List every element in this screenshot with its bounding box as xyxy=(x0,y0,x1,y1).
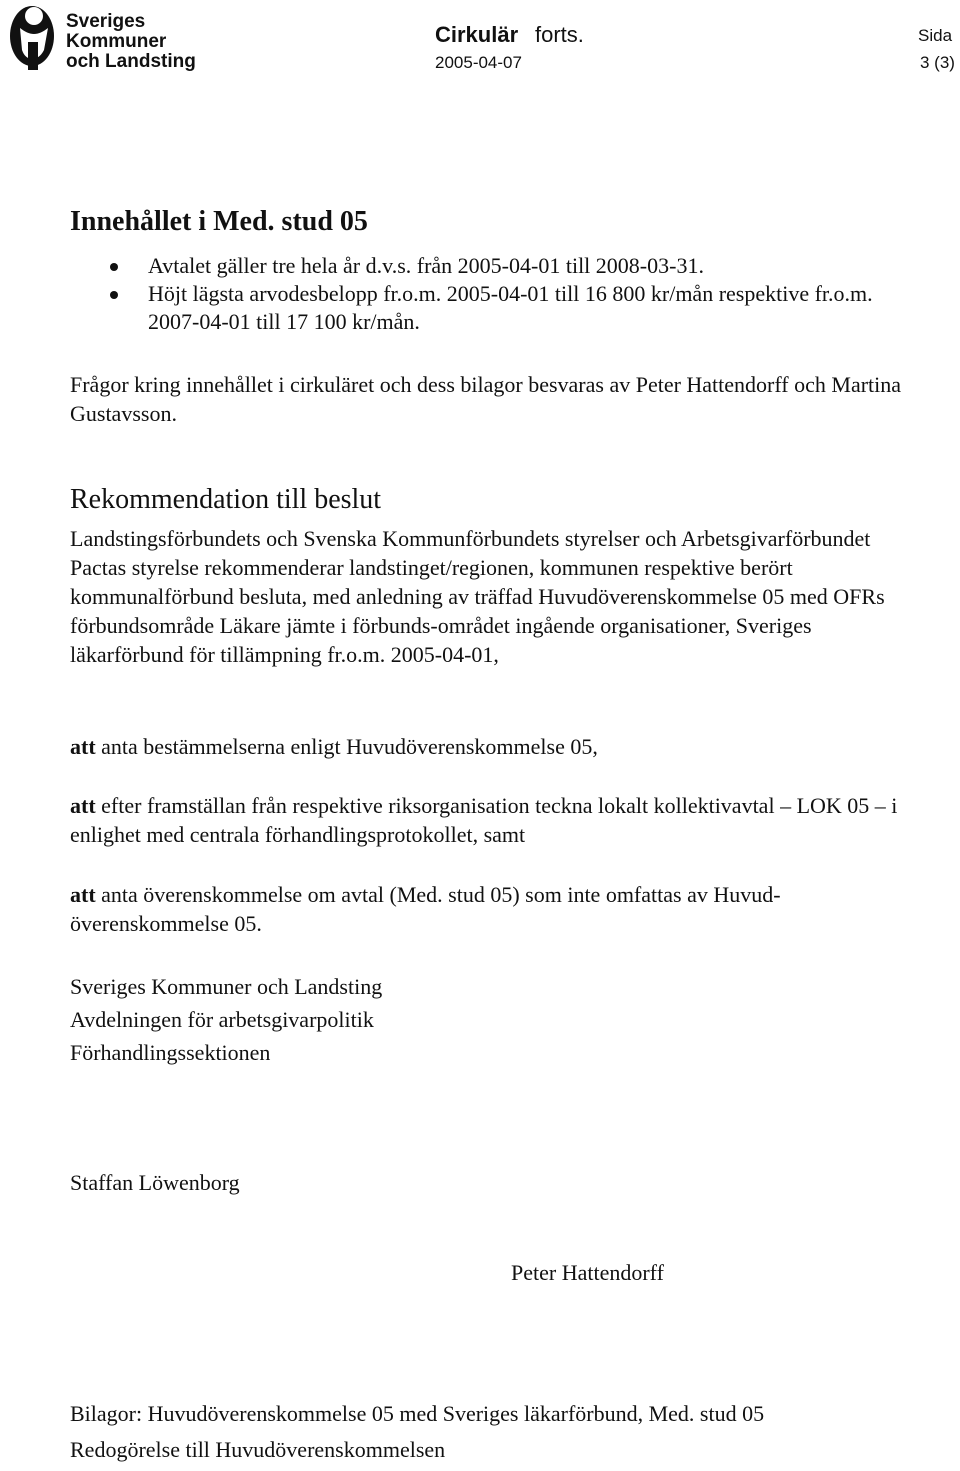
sender-org: Sveriges Kommuner och Landsting xyxy=(70,974,383,999)
recommendation-paragraph: Landstingsförbundets och Svenska Kommunförbundets styrelser och Arbetsgivarförbundet Pactas styrelse rekommenderar landstinget/regionen, kommunen respektive berört kommunalförbund besluta, med anledning av träffad Huvudöverenskommelse 05 med OFRs förbundsområde Läkare jämte i förbunds-området ingående organisationer, Sveriges läkarförbund för tillämpning fr.o.m. 2005-04-01, xyxy=(70,526,885,667)
decision-text: anta bestämmelserna enligt Huvudöverenskommelse 05, xyxy=(101,734,598,759)
document-date: 2005-04-07 xyxy=(435,53,522,72)
bullet-text: Avtalet gäller tre hela år d.v.s. från 2005-04-01 till 2008-03-31. xyxy=(148,253,704,278)
decision-item-2 xyxy=(70,791,930,849)
attachments xyxy=(70,1396,950,1468)
bullet-icon xyxy=(110,263,118,271)
attachment-line-1: Bilagor: Huvudöverenskommelse 05 med Sveriges läkarförbund, Med. stud 05 xyxy=(70,1401,765,1426)
att-label: att xyxy=(70,793,96,818)
attachment-line-2: Redogörelse till Huvudöverenskommelsen xyxy=(70,1437,446,1462)
logo-line-3: och Landsting xyxy=(66,51,196,72)
signer-1: Staffan Löwenborg xyxy=(70,1170,240,1195)
bullet-text: Höjt lägsta arvodesbelopp fr.o.m. 2005-04-01 till 16 800 kr/mån respektive fr.o.m. 2007-04-01 till 17 100 kr/mån. xyxy=(148,281,873,334)
continued-label: forts. xyxy=(535,22,584,47)
sender-department: Avdelningen för arbetsgivarpolitik xyxy=(70,1007,374,1032)
sender-block xyxy=(70,970,770,1069)
signer-2: Peter Hattendorff xyxy=(511,1260,664,1285)
decision-item-3 xyxy=(70,880,930,938)
content-bullet-list xyxy=(108,252,888,336)
list-item xyxy=(108,252,888,280)
list-item xyxy=(108,280,888,336)
logo-line-2: Kommuner xyxy=(66,31,167,52)
decision-text: anta överenskommelse om avtal (Med. stud 05) som inte omfattas av Huvud-överenskommelse 05. xyxy=(70,882,781,936)
questions-paragraph: Frågor kring innehållet i cirkuläret och dess bilagor besvaras av Peter Hattendorff och Martina Gustavsson. xyxy=(70,372,902,426)
logo-text xyxy=(66,12,196,72)
page-number: 3 (3) xyxy=(920,53,955,72)
att-label: att xyxy=(70,734,96,759)
att-label: att xyxy=(70,882,96,907)
logo-line-1: Sveriges xyxy=(66,11,146,32)
decision-item-1 xyxy=(70,732,930,761)
document-type: Cirkulär xyxy=(435,22,519,47)
decision-text: efter framställan från respektive riksorganisation teckna lokalt kollektivavtal – LOK 05 – i enlighet med centrala förhandlingsprotokollet, samt xyxy=(70,793,898,847)
page-label: Sida xyxy=(918,26,953,45)
section-title-content: Innehållet i Med. stud 05 xyxy=(70,206,368,237)
section-title-recommendation: Rekommendation till beslut xyxy=(70,484,382,515)
bullet-icon xyxy=(110,291,118,299)
sender-section: Förhandlingssektionen xyxy=(70,1040,271,1065)
